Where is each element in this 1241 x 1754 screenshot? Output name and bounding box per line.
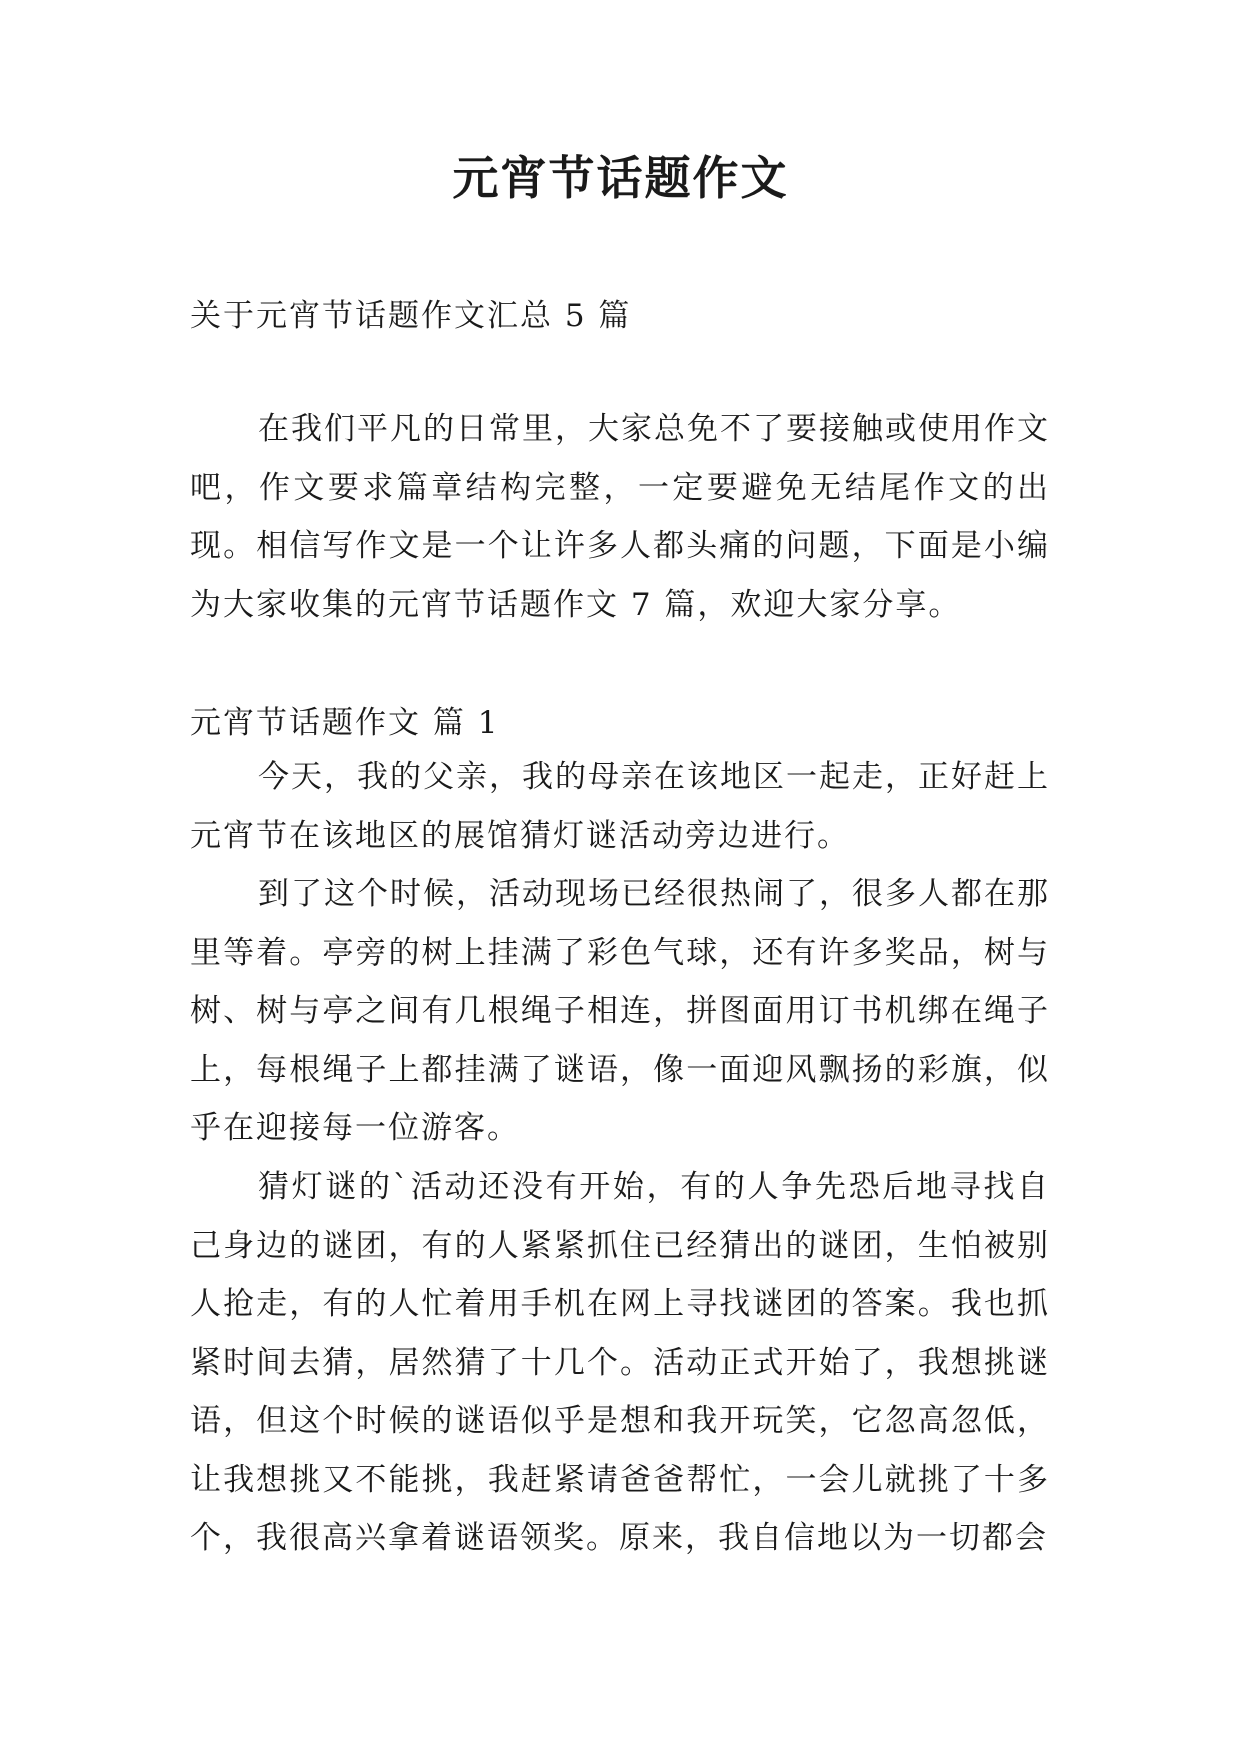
intro-paragraph: 在我们平凡的日常里，大家总免不了要接触或使用作文吧，作文要求篇章结构完整，一定要避免无结尾作文的出现。相信写作文是一个让许多人都头痛的问题，下面是小编为大家收集的元宵节话题作文 7 篇，欢迎大家分享。 (190, 411, 1050, 623)
document-title: 元宵节话题作文 (452, 151, 789, 205)
body-paragraph-2: 到了这个时候，活动现场已经很热闹了，很多人都在那里等着。亭旁的树上挂满了彩色气球，还有许多奖品，树与树、树与亭之间有几根绳子相连，拼图面用订书机绑在绳子上，每根绳子上都挂满了谜语，像一面迎风飘扬的彩旗，似乎在迎接每一位游客。 (190, 876, 1050, 1146)
section-heading: 元宵节话题作文 篇 1 (190, 705, 500, 741)
body-paragraph-3: 猜灯谜的`活动还没有开始，有的人争先恐后地寻找自己身边的谜团，有的人紧紧抓住已经猜出的谜团，生怕被别人抢走，有的人忙着用手机在网上寻找谜团的答案。我也抓紧时间去猜，居然猜了十几个。活动正式开始了，我想挑谜语，但这个时候的谜语似乎是想和我开玩笑，它忽高忽低，让我想挑又不能挑，我赶紧请爸爸帮忙，一会儿就挑了十多个，我很高兴拿着谜语领奖。原来，我自信地以为一切都会 (190, 1169, 1050, 1556)
body-paragraph-1: 今天，我的父亲，我的母亲在该地区一起走，正好赶上元宵节在该地区的展馆猜灯谜活动旁边进行。 (190, 759, 1050, 854)
document-subtitle: 关于元宵节话题作文汇总 5 篇 (190, 298, 632, 334)
